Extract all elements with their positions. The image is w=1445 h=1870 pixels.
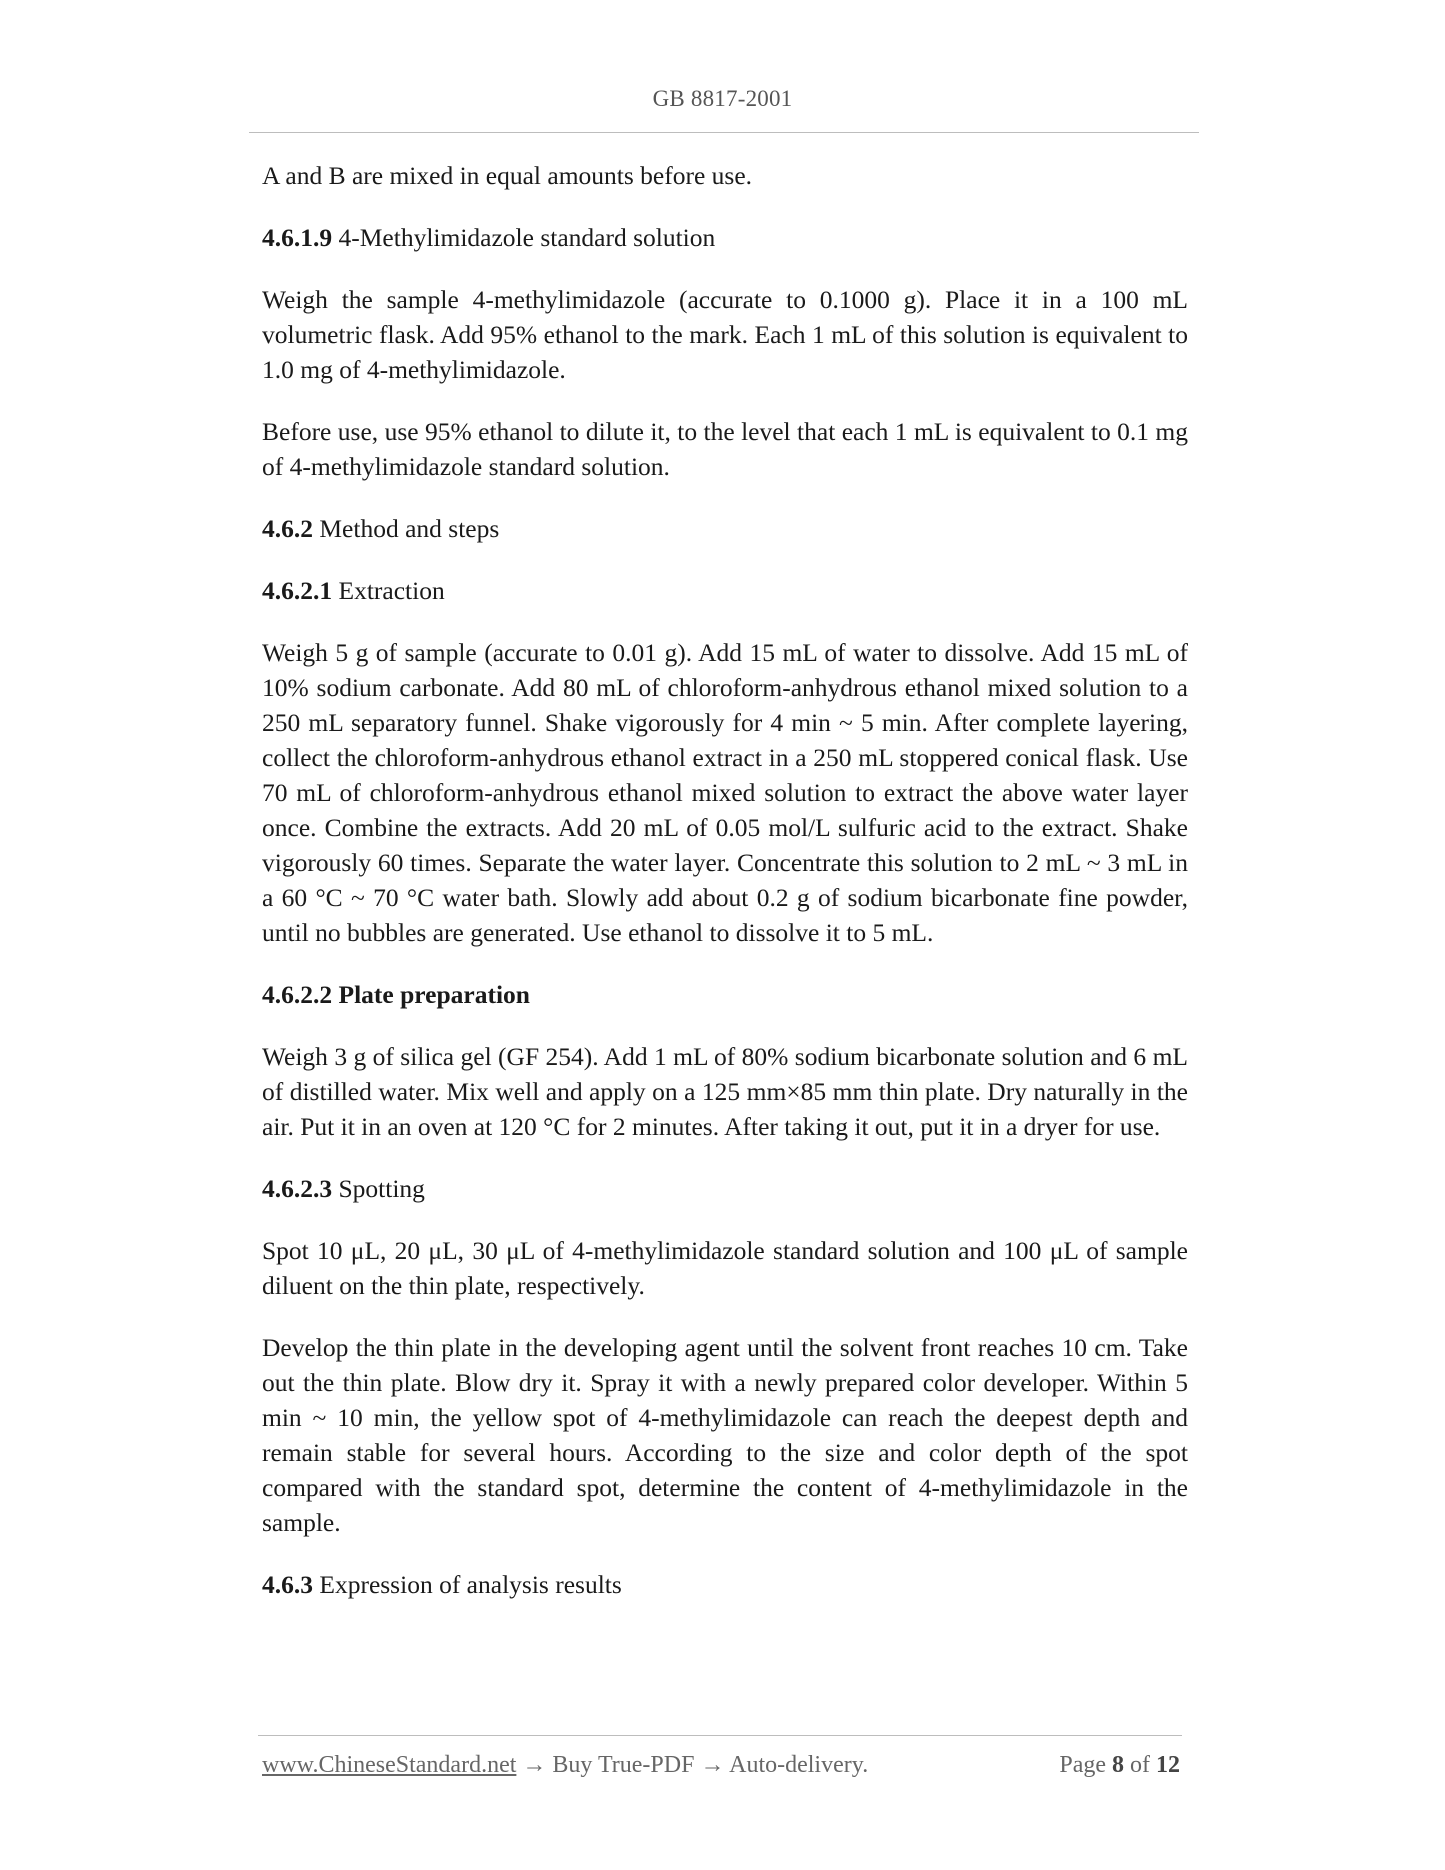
paragraph-spotting: Spot 10 μL, 20 μL, 30 μL of 4-methylimidazole standard solution and 100 μL of sample diluent on the thin plate, respectively. [262, 1236, 1188, 1300]
document-code-header: GB 8817-2001 [652, 86, 793, 111]
page-label: Page [1059, 1752, 1112, 1778]
paragraph-standard-solution-prep: Weigh the sample 4-methylimidazole (accurate to 0.1000 g). Place it in a 100 mL volumetric flask. Add 95% ethanol to the mark. Each 1 mL of this solution is equivalent to 1.0 mg of 4-methylimidazole. [262, 285, 1188, 384]
section-heading-text: 4.6.2.2 Plate preparation [262, 980, 530, 1009]
section-heading-4-6-1-9 [262, 220, 1188, 255]
website-link[interactable]: www.ChineseStandard.net [262, 1752, 517, 1778]
header-divider [249, 132, 1199, 133]
section-number: 4.6.2.1 [262, 576, 333, 605]
section-number: 4.6.2.3 [262, 1174, 333, 1203]
section-title: Expression of analysis results [313, 1570, 622, 1599]
current-page-number: 8 [1112, 1752, 1124, 1778]
page-body [262, 158, 1188, 1629]
section-number: 4.6.2 [262, 514, 313, 543]
section-number: 4.6.3 [262, 1570, 313, 1599]
paragraph-extraction: Weigh 5 g of sample (accurate to 0.01 g). Add 15 mL of water to dissolve. Add 15 mL of 10% sodium carbonate. Add 80 mL of chloroform-anhydrous ethanol mixed solution to a 250 mL separatory funnel. Shake vigorously for 4 min ~ 5 min. After complete layering, collect the chloroform-anhydrous ethanol extract in a 250 mL stoppered conical flask. Use 70 mL of chloroform-anhydrous ethanol mixed solution to extract the above water layer once. Combine the extracts. Add 20 mL of 0.05 mol/L sulfuric acid to the extract. Shake vigorously 60 times. Separate the water layer. Concentrate this solution to 2 mL ~ 3 mL in a 60 °C ~ 70 °C water bath. Slowly add about 0.2 g of sodium bicarbonate fine powder, until no bubbles are generated. Use ethanol to dissolve it to 5 mL. [262, 638, 1188, 947]
paragraph-mixing-note: A and B are mixed in equal amounts before use. [262, 161, 753, 190]
paragraph-plate-preparation: Weigh 3 g of silica gel (GF 254). Add 1 mL of 80% sodium bicarbonate solution and 6 mL of distilled water. Mix well and apply on a 125 mm×85 mm thin plate. Dry naturally in the air. Put it in an oven at 120 °C for 2 minutes. After taking it out, put it in a dryer for use. [262, 1042, 1188, 1141]
section-heading-4-6-2-3 [262, 1171, 1188, 1206]
paragraph-dilution: Before use, use 95% ethanol to dilute it, to the level that each 1 mL is equivalent to 0.1 mg of 4-methylimidazole standard solution. [262, 417, 1188, 481]
section-title: Spotting [332, 1174, 425, 1203]
footer-tagline: → Buy True-PDF → Auto-delivery. [516, 1752, 869, 1778]
section-title: Method and steps [313, 514, 500, 543]
section-title: 4-Methylimidazole standard solution [332, 223, 716, 252]
section-title: Extraction [332, 576, 445, 605]
footer-divider [258, 1735, 1182, 1736]
section-heading-4-6-2 [262, 511, 1188, 546]
total-pages-number: 12 [1156, 1752, 1180, 1778]
paragraph-development: Develop the thin plate in the developing agent until the solvent front reaches 10 cm. Take out the thin plate. Blow dry it. Spray it with a newly prepared color developer. Within 5 min ~ 10 min, the yellow spot of 4-methylimidazole can reach the deepest depth and remain stable for several hours. According to the size and color depth of the spot compared with the standard spot, determine the content of 4-methylimidazole in the sample. [262, 1333, 1188, 1537]
footer-promo [262, 1752, 868, 1779]
page-counter [1059, 1752, 1180, 1779]
of-label: of [1124, 1752, 1156, 1778]
section-number: 4.6.1.9 [262, 223, 333, 252]
section-heading-4-6-3 [262, 1567, 1188, 1602]
section-heading-4-6-2-2 [262, 977, 1188, 1012]
section-heading-4-6-2-1 [262, 573, 1188, 608]
